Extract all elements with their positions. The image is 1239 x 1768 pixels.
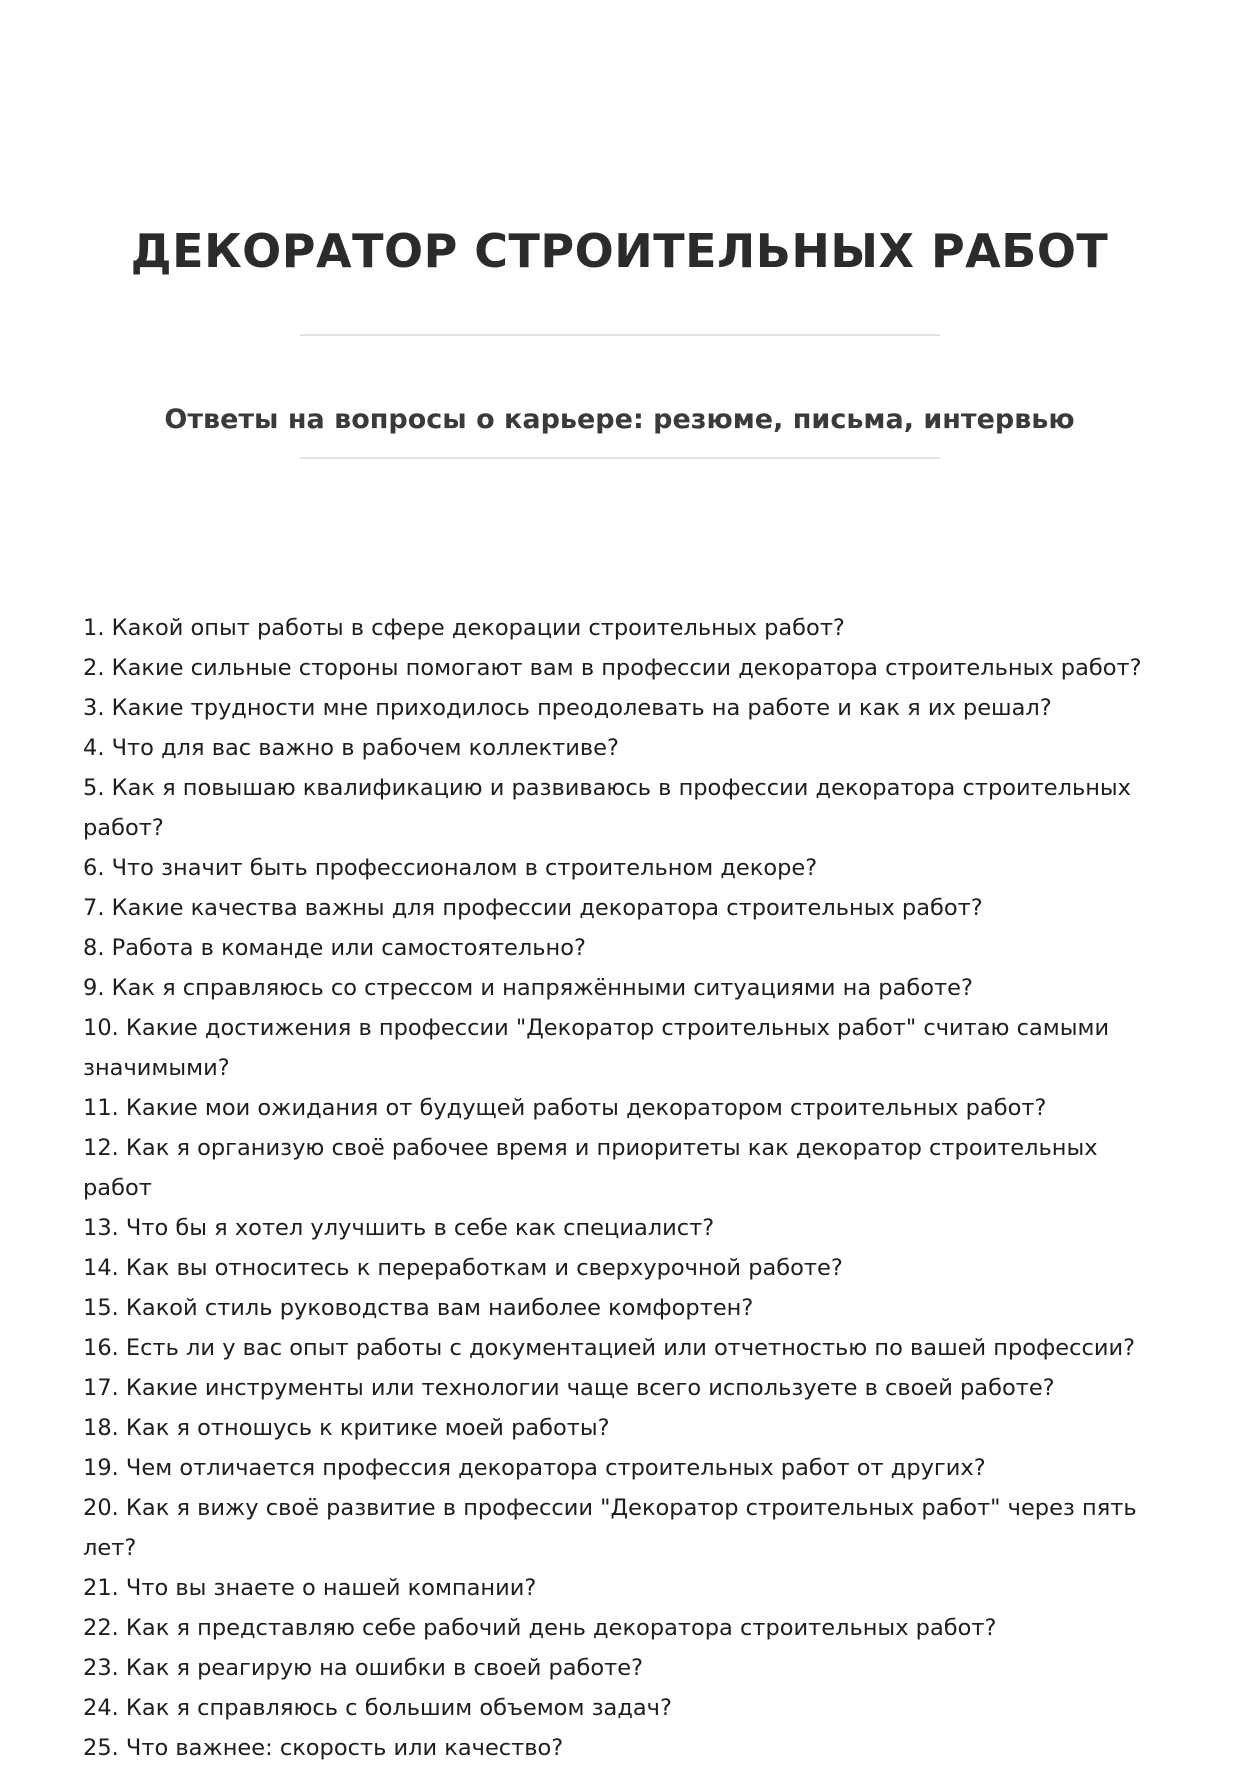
- question-item: 19. Чем отличается профессия декоратора строительных работ от других?: [83, 1455, 986, 1481]
- question-item: 13. Что бы я хотел улучшить в себе как специалист?: [83, 1215, 715, 1241]
- question-item: 10. Какие достижения в профессии "Декоратор строительных работ" считаю самыми значимыми?: [83, 1015, 1110, 1081]
- question-item: 9. Как я справляюсь со стрессом и напряжёнными ситуациями на работе?: [83, 975, 973, 1001]
- question-item: 3. Какие трудности мне приходилось преодолевать на работе и как я их решал?: [83, 695, 1052, 721]
- question-item: 24. Как я справляюсь с большим объемом задач?: [83, 1695, 672, 1721]
- question-item: 25. Что важнее: скорость или качество?: [83, 1735, 564, 1761]
- question-item: 18. Как я отношусь к критике моей работы?: [83, 1415, 610, 1441]
- question-item: 11. Какие мои ожидания от будущей работы декоратором строительных работ?: [83, 1095, 1047, 1121]
- question-item: 5. Как я повышаю квалификацию и развиваюсь в профессии декоратора строительных работ?: [83, 775, 1131, 841]
- question-item: 1. Какой опыт работы в сфере декорации строительных работ?: [83, 615, 845, 641]
- divider-top: [300, 334, 940, 336]
- questions-list: [83, 608, 1163, 1768]
- divider-bottom: [300, 457, 940, 459]
- question-item: 20. Как я вижу своё развитие в профессии "Декоратор строительных работ" через пять лет?: [83, 1495, 1137, 1561]
- question-item: 12. Как я организую своё рабочее время и приоритеты как декоратор строительных работ: [83, 1135, 1098, 1201]
- question-item: 8. Работа в команде или самостоятельно?: [83, 935, 586, 961]
- question-item: 4. Что для вас важно в рабочем коллективе?: [83, 735, 619, 761]
- question-item: 6. Что значит быть профессионалом в строительном декоре?: [83, 855, 818, 881]
- question-item: 22. Как я представляю себе рабочий день декоратора строительных работ?: [83, 1615, 997, 1641]
- question-item: 23. Как я реагирую на ошибки в своей работе?: [83, 1655, 644, 1681]
- question-item: 17. Какие инструменты или технологии чаще всего используете в своей работе?: [83, 1375, 1055, 1401]
- question-item: 14. Как вы относитесь к переработкам и сверхурочной работе?: [83, 1255, 843, 1281]
- question-item: 15. Какой стиль руководства вам наиболее комфортен?: [83, 1295, 754, 1321]
- question-item: 21. Что вы знаете о нашей компании?: [83, 1575, 537, 1601]
- question-item: 16. Есть ли у вас опыт работы с документацией или отчетностью по вашей профессии?: [83, 1335, 1136, 1361]
- question-item: 2. Какие сильные стороны помогают вам в профессии декоратора строительных работ?: [83, 655, 1142, 681]
- page-title: ДЕКОРАТОР СТРОИТЕЛЬНЫХ РАБОТ: [130, 223, 1109, 278]
- question-item: 7. Какие качества важны для профессии декоратора строительных работ?: [83, 895, 983, 921]
- page-subtitle: Ответы на вопросы о карьере: резюме, письма, интервью: [164, 404, 1075, 436]
